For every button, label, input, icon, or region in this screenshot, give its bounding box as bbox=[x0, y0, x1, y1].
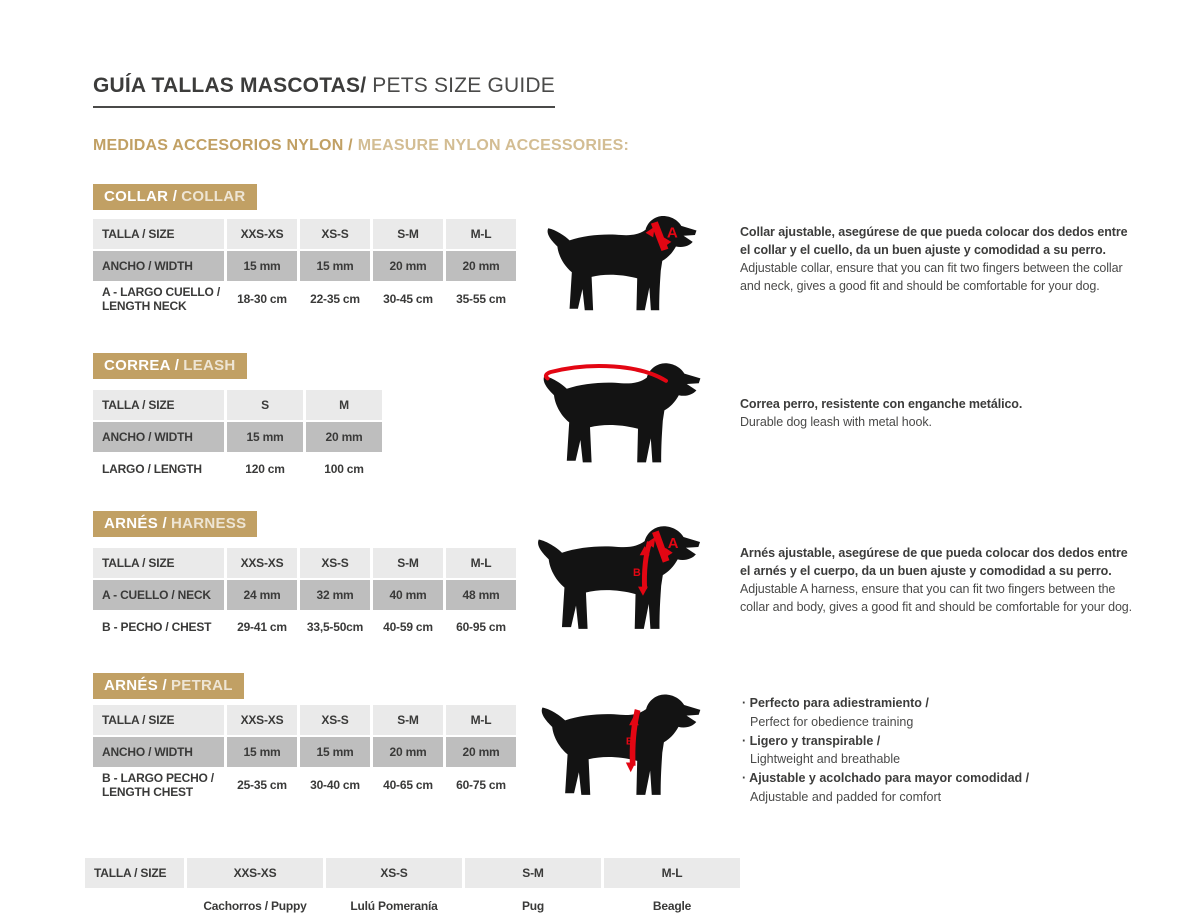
table-col-header: M-L bbox=[604, 858, 740, 888]
row-label: B - PECHO / CHEST bbox=[93, 612, 224, 642]
table-col-header: S-M bbox=[465, 858, 601, 888]
table-row bbox=[85, 890, 740, 922]
leash-description-en: Durable dog leash with metal hook. bbox=[740, 415, 932, 429]
table-col-header: XS-S bbox=[326, 858, 462, 888]
table-row bbox=[93, 580, 516, 610]
table-col-header: XXS-XS bbox=[227, 548, 297, 578]
table-cell: 15 mm bbox=[227, 422, 303, 452]
petral-badge-es: ARNÉS / bbox=[104, 677, 167, 694]
harness-size-table bbox=[90, 546, 519, 644]
harness-neck-label: A bbox=[667, 535, 679, 552]
table-cell: 33,5-50cm bbox=[300, 612, 370, 642]
collar-size-table bbox=[90, 217, 519, 318]
table-cell: 20 mm bbox=[446, 251, 516, 281]
collar-badge-es: COLLAR / bbox=[104, 188, 178, 205]
table-col-header: S-M bbox=[373, 548, 443, 578]
petral-chest-label: B bbox=[625, 735, 634, 748]
petral-size-table bbox=[90, 703, 519, 804]
table-cell: 22-35 cm bbox=[300, 283, 370, 316]
page-title-es: GUÍA TALLAS MASCOTAS/ bbox=[93, 74, 367, 97]
table-cell: 100 cm bbox=[306, 454, 382, 484]
feature-item bbox=[742, 694, 1132, 732]
harness-description-es: Arnés ajustable, asegúrese de que pueda colocar dos dedos entre el arnés y el cuerpo, da un buen ajuste y comodidad a su perro. bbox=[740, 546, 1128, 578]
table-cell: 20 mm bbox=[306, 422, 382, 452]
page-title bbox=[93, 74, 555, 108]
feature-en: Lightweight and breathable bbox=[750, 752, 901, 767]
leash-badge bbox=[93, 353, 247, 379]
size-table bbox=[90, 388, 385, 486]
row-label: ANCHO / WIDTH bbox=[93, 422, 224, 452]
harness-badge-es: ARNÉS / bbox=[104, 515, 167, 532]
harness-badge-en: HARNESS bbox=[170, 515, 247, 532]
collar-description bbox=[740, 223, 1135, 295]
table-corner-header: TALLA / SIZE bbox=[85, 858, 184, 888]
collar-badge bbox=[93, 184, 257, 210]
dog-silhouette-icon bbox=[542, 695, 701, 795]
leash-badge-es: CORREA / bbox=[104, 357, 180, 374]
table-corner-header: TALLA / SIZE bbox=[93, 390, 224, 420]
table-cell: 35-55 cm bbox=[446, 283, 516, 316]
table-cell: 15 mm bbox=[227, 251, 297, 281]
leash-description bbox=[740, 395, 1135, 431]
table-cell: 20 mm bbox=[446, 737, 516, 767]
leash-badge-en: LEASH bbox=[183, 357, 236, 374]
leash-size-table bbox=[90, 388, 385, 486]
table-cell: 20 mm bbox=[373, 737, 443, 767]
table-col-header: M-L bbox=[446, 705, 516, 735]
row-label bbox=[85, 890, 184, 922]
harness-chest-label: B bbox=[633, 566, 641, 579]
collar-description-en: Adjustable collar, ensure that you can fit two fingers between the collar and neck, gives a good fit and should be comfortable for your dog. bbox=[740, 261, 1123, 293]
table-cell: Lulú Pomeranía bbox=[326, 890, 462, 922]
table-col-header: M-L bbox=[446, 219, 516, 249]
table-col-header: XS-S bbox=[300, 705, 370, 735]
row-label: A - LARGO CUELLO / LENGTH NECK bbox=[93, 283, 224, 316]
table-col-header: M-L bbox=[446, 548, 516, 578]
feature-en: Perfect for obedience training bbox=[750, 714, 914, 729]
table-header-row bbox=[93, 390, 382, 420]
dog-silhouette-icon bbox=[544, 363, 701, 462]
page-subtitle bbox=[93, 137, 629, 155]
table-cell: 30-45 cm bbox=[373, 283, 443, 316]
size-table bbox=[82, 856, 743, 924]
size-table bbox=[90, 703, 519, 804]
harness-description-en: Adjustable A harness, ensure that you can fit two fingers between the collar and body, gives a good fit and should be comfortable for your dog. bbox=[740, 582, 1133, 614]
table-cell: 15 mm bbox=[227, 737, 297, 767]
petral-badge-en: PETRAL bbox=[170, 677, 233, 694]
table-cell: 60-75 cm bbox=[446, 769, 516, 802]
table-cell: 40-65 cm bbox=[373, 769, 443, 802]
table-cell: 20 mm bbox=[373, 251, 443, 281]
table-row bbox=[93, 737, 516, 767]
row-label: LARGO / LENGTH bbox=[93, 454, 224, 484]
page-title-en: PETS SIZE GUIDE bbox=[372, 74, 555, 97]
collar-measure-label: A bbox=[666, 224, 678, 242]
table-cell: 48 mm bbox=[446, 580, 516, 610]
table-col-header: S bbox=[227, 390, 303, 420]
table-cell: 25-35 cm bbox=[227, 769, 297, 802]
feature-es: · Ligero y transpirable / bbox=[742, 732, 1132, 751]
feature-es: · Perfecto para adiestramiento / bbox=[742, 694, 1132, 713]
feature-item bbox=[742, 732, 1132, 770]
table-col-header: XS-S bbox=[300, 219, 370, 249]
leash-description-es: Correa perro, resistente con enganche metálico. bbox=[740, 397, 1023, 411]
table-row bbox=[93, 769, 516, 802]
table-cell: 60-95 cm bbox=[446, 612, 516, 642]
table-cell: Beagle bbox=[604, 890, 740, 922]
feature-en: Adjustable and padded for comfort bbox=[750, 789, 942, 804]
table-col-header: S-M bbox=[373, 705, 443, 735]
table-cell: 120 cm bbox=[227, 454, 303, 484]
size-table bbox=[90, 546, 519, 644]
row-label: ANCHO / WIDTH bbox=[93, 737, 224, 767]
collar-dog-diagram bbox=[540, 213, 704, 327]
table-row bbox=[93, 612, 516, 642]
collar-description-es: Collar ajustable, asegúrese de que pueda colocar dos dedos entre el collar y el cuello, da un buen ajuste y comodidad a su perro. bbox=[740, 225, 1128, 257]
table-cell: 40-59 cm bbox=[373, 612, 443, 642]
harness-description bbox=[740, 544, 1135, 616]
feature-es: · Ajustable y acolchado para mayor comodidad / bbox=[742, 769, 1132, 788]
leash-dog-diagram bbox=[536, 360, 708, 480]
petral-badge bbox=[93, 673, 244, 699]
row-label: B - LARGO PECHO / LENGTH CHEST bbox=[93, 769, 224, 802]
table-row bbox=[93, 454, 382, 484]
size-table bbox=[90, 217, 519, 318]
table-col-header: XXS-XS bbox=[227, 219, 297, 249]
table-col-header: S-M bbox=[373, 219, 443, 249]
table-header-row bbox=[85, 858, 740, 888]
collar-badge-en: COLLAR bbox=[181, 188, 246, 205]
table-cell: Pug bbox=[465, 890, 601, 922]
page-subtitle-en: MEASURE NYLON ACCESSORIES: bbox=[357, 137, 630, 154]
petral-feature-list bbox=[742, 694, 1132, 807]
table-corner-header: TALLA / SIZE bbox=[93, 219, 224, 249]
table-header-row bbox=[93, 548, 516, 578]
table-cell: 30-40 cm bbox=[300, 769, 370, 802]
table-corner-header: TALLA / SIZE bbox=[93, 548, 224, 578]
table-cell: 24 mm bbox=[227, 580, 297, 610]
table-header-row bbox=[93, 219, 516, 249]
row-label: A - CUELLO / NECK bbox=[93, 580, 224, 610]
table-col-header: XXS-XS bbox=[227, 705, 297, 735]
table-col-header: XXS-XS bbox=[187, 858, 323, 888]
harness-dog-diagram bbox=[532, 523, 706, 647]
table-cell: 15 mm bbox=[300, 251, 370, 281]
table-cell: 18-30 cm bbox=[227, 283, 297, 316]
table-cell: 29-41 cm bbox=[227, 612, 297, 642]
petral-dog-diagram bbox=[536, 688, 706, 816]
table-col-header: XS-S bbox=[300, 548, 370, 578]
page-subtitle-es: MEDIDAS ACCESORIOS NYLON / bbox=[93, 137, 353, 154]
table-corner-header: TALLA / SIZE bbox=[93, 705, 224, 735]
table-header-row bbox=[93, 705, 516, 735]
harness-badge bbox=[93, 511, 257, 537]
table-cell: Cachorros / Puppy bbox=[187, 890, 323, 922]
table-row bbox=[93, 422, 382, 452]
table-cell: 15 mm bbox=[300, 737, 370, 767]
table-cell: 32 mm bbox=[300, 580, 370, 610]
feature-item bbox=[742, 769, 1132, 807]
table-cell: 40 mm bbox=[373, 580, 443, 610]
table-row bbox=[93, 251, 516, 281]
breed-size-table bbox=[82, 856, 743, 924]
table-row bbox=[93, 283, 516, 316]
table-col-header: M bbox=[306, 390, 382, 420]
row-label: ANCHO / WIDTH bbox=[93, 251, 224, 281]
